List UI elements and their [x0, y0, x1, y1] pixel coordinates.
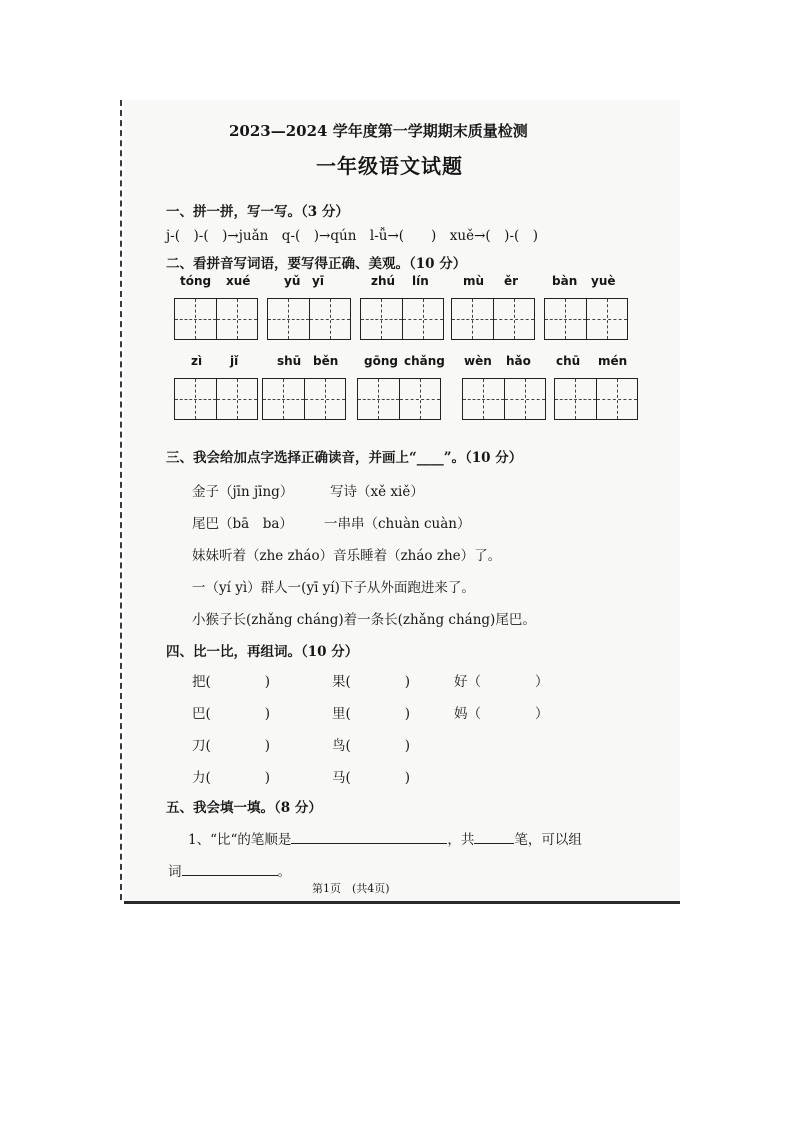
writing-grid[interactable] [462, 378, 546, 420]
word-item: 马( ) [332, 770, 411, 786]
word-item: 把( ) [192, 674, 271, 690]
writing-grid[interactable] [554, 378, 638, 420]
word-item: 里( ) [332, 706, 411, 722]
page-number: 第1页 (共4页) [312, 882, 390, 895]
pinyin-label: lín [412, 274, 429, 288]
writing-grid[interactable] [174, 378, 258, 420]
stroke-count-blank[interactable] [474, 843, 514, 844]
writing-grid[interactable] [544, 298, 628, 340]
word-item: 鸟( ) [332, 738, 411, 754]
section-3-item: 金子（jīn jīng） [192, 484, 294, 500]
q1-text-b: ，共 [447, 832, 475, 848]
section-1-line: j-( )-( )→juǎn q-( )→qún l-ǚ→( ) xuě→( )-( ) [166, 228, 539, 244]
writing-grid[interactable] [267, 298, 351, 340]
pinyin-label: zì [191, 354, 203, 368]
pinyin-label: wèn [464, 354, 492, 368]
pinyin-label: běn [313, 354, 339, 368]
writing-grid[interactable] [357, 378, 441, 420]
writing-grid[interactable] [174, 298, 258, 340]
exam-title: 2023—2024 学年度第一学期期末质量检测 [229, 122, 528, 140]
section-1-heading: 一、拼一拼，写一写。（3 分） [166, 204, 349, 220]
section-3-item: 一（yí yì）群人一(yī yí)下子从外面跑进来了。 [192, 580, 475, 596]
word-blank[interactable] [182, 875, 278, 876]
section-3-item: 尾巴（bā ba） [192, 516, 293, 532]
section-4-heading: 四、比一比，再组词。（10 分） [166, 644, 359, 660]
q1-text-d: 词 [168, 864, 182, 880]
pinyin-label: shū [277, 354, 302, 368]
stroke-order-blank[interactable] [291, 843, 447, 844]
pinyin-label: mén [598, 354, 628, 368]
pinyin-label: ěr [504, 274, 519, 288]
word-item: 妈（ ） [454, 706, 549, 722]
pinyin-label: bàn [552, 274, 578, 288]
pinyin-label: mù [463, 274, 485, 288]
pinyin-label: tóng [180, 274, 212, 288]
section-3-item: 小猴子长(zhǎng cháng)着一条长(zhǎng cháng)尾巴。 [192, 612, 536, 628]
pinyin-label: chū [556, 354, 581, 368]
word-item: 刀( ) [192, 738, 271, 754]
pinyin-label: jǐ [230, 354, 239, 368]
pinyin-label: xué [226, 274, 251, 288]
pinyin-label: gōng [364, 354, 398, 368]
word-item: 巴( ) [192, 706, 271, 722]
exam-subtitle: 一年级语文试题 [316, 154, 463, 178]
word-item: 力( ) [192, 770, 271, 786]
fill-question-1-cont [168, 860, 291, 880]
q1-text-e: 。 [277, 864, 291, 880]
pinyin-label: yǔ [284, 274, 301, 288]
pinyin-label: yī [312, 274, 324, 288]
binding-line [120, 100, 122, 900]
q1-text-a: 1、“比“的笔顺是 [188, 832, 292, 848]
section-3-item: 写诗（xě xiě） [330, 484, 424, 500]
exam-sheet [124, 100, 680, 904]
section-3-heading: 三、我会给加点字选择正确读音，并画上“____”。（10 分） [166, 450, 523, 466]
writing-grid[interactable] [360, 298, 444, 340]
writing-grid[interactable] [262, 378, 346, 420]
writing-grid[interactable] [451, 298, 535, 340]
word-item: 好（ ） [454, 674, 549, 690]
pinyin-label: hǎo [506, 354, 531, 368]
q1-text-c: 笔，可以组 [514, 832, 582, 848]
fill-question-1 [188, 828, 582, 848]
section-3-item: 一串串（chuàn cuàn） [324, 516, 471, 532]
pinyin-label: yuè [591, 274, 616, 288]
pinyin-label: chǎng [404, 354, 445, 368]
section-5-heading: 五、我会填一填。（8 分） [166, 800, 322, 816]
section-2-heading: 二、看拼音写词语，要写得正确、美观。（10 分） [166, 256, 467, 272]
pinyin-label: zhú [371, 274, 396, 288]
word-item: 果( ) [332, 674, 411, 690]
section-3-item: 妹妹听着（zhe zháo）音乐睡着（zháo zhe）了。 [192, 548, 502, 564]
